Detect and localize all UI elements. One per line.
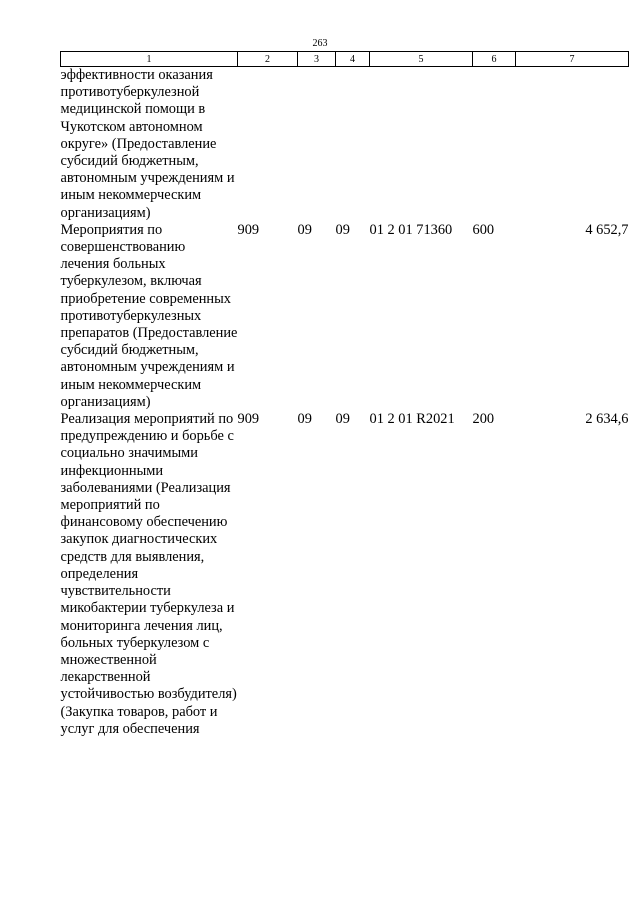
table-row bbox=[61, 411, 629, 738]
cell-sum bbox=[516, 67, 629, 222]
cell-gl: 909 bbox=[237, 221, 260, 238]
cell-sum: 4 652,7 bbox=[585, 221, 629, 238]
row-description: Мероприятия по совершенствованию лечения больных туберкулезом, включая приобретение современных противотуберкулезных препаратов (Предоставление субсидий бюджетным, автономным учреждениям и иным некоммерческим организациям) bbox=[60, 221, 238, 410]
row-description: Реализация мероприятий по предупреждению и борьбе с социально значимыми инфекционными заболеваниями (Реализация мероприятий по финансовому обеспечению закупок диагностических средств для выявления, определения чувствительности микобактерии туберкулеза и мониторинга лечения лиц, больных туберкулезом с множественной лекарственной устойчивостью возбудителя) (Закупка товаров, работ и услуг для обеспечения bbox=[60, 411, 237, 737]
row-description: эффективности оказания противотуберкулезной медицинской помощи в Чукотском автономном округе» (Предоставление субсидий бюджетным, автономным учреждениям и иным некоммерческим организациям) bbox=[60, 67, 235, 221]
cell-csr bbox=[370, 67, 473, 222]
page-number: 263 bbox=[312, 38, 328, 49]
cell-csr: 01 2 01 71360 bbox=[369, 221, 453, 238]
budget-table bbox=[60, 51, 629, 738]
cell-vr: 200 bbox=[472, 411, 495, 428]
column-header: 3 bbox=[298, 52, 336, 67]
cell-vr bbox=[473, 67, 516, 222]
cell-rz bbox=[298, 67, 336, 222]
cell-pr bbox=[336, 67, 370, 222]
table-row bbox=[61, 67, 629, 222]
column-header: 5 bbox=[370, 52, 473, 67]
cell-rz: 09 bbox=[297, 221, 312, 238]
cell-pr: 09 bbox=[335, 221, 350, 238]
cell-pr: 09 bbox=[335, 411, 350, 428]
column-header: 7 bbox=[516, 52, 629, 67]
column-header: 1 bbox=[61, 52, 238, 67]
cell-csr: 01 2 01 R2021 bbox=[369, 411, 455, 428]
column-header: 4 bbox=[336, 52, 370, 67]
column-header: 2 bbox=[238, 52, 298, 67]
cell-gl bbox=[238, 67, 298, 222]
table-row bbox=[61, 222, 629, 411]
cell-vr: 600 bbox=[472, 221, 495, 238]
cell-gl: 909 bbox=[237, 411, 260, 428]
header-row bbox=[61, 52, 629, 67]
cell-sum: 2 634,6 bbox=[585, 411, 629, 428]
column-header: 6 bbox=[473, 52, 516, 67]
cell-rz: 09 bbox=[297, 411, 312, 428]
